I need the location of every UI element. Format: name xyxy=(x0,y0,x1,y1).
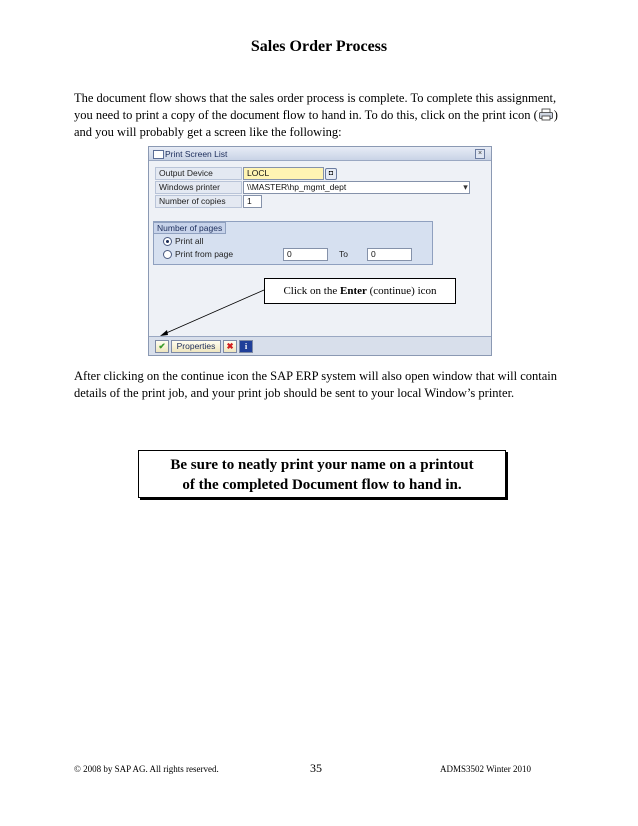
intro-line-1: The document flow shows that the sales order process is complete. To complete this assignment, xyxy=(74,91,557,105)
windows-printer-field[interactable]: \\MASTER\hp_mgmt_dept xyxy=(243,181,470,194)
reminder-line-2: of the completed Document flow to hand in. xyxy=(182,477,462,493)
number-of-pages-title: Number of pages xyxy=(153,222,226,234)
footer-copyright: © 2008 by SAP AG. All rights reserved. xyxy=(74,764,219,774)
search-help-icon[interactable]: ◘ xyxy=(325,168,337,180)
after-line-1: After clicking on the continue icon the SAP ERP system will also open window that will contain xyxy=(74,369,558,383)
callout-suffix: (continue) icon xyxy=(366,285,437,297)
output-device-label: Output Device xyxy=(155,167,242,180)
print-from-label: Print from page xyxy=(175,249,234,259)
to-label: To xyxy=(339,249,348,259)
dialog-title: Print Screen List xyxy=(165,149,228,159)
properties-button[interactable]: Properties xyxy=(171,340,221,353)
reminder-box xyxy=(138,450,506,498)
page-title: Sales Order Process xyxy=(250,38,388,55)
copies-label: Number of copies xyxy=(155,195,242,208)
from-page-field[interactable]: 0 xyxy=(283,248,328,261)
info-icon[interactable]: i xyxy=(239,340,253,353)
callout-prefix: Click on the xyxy=(283,285,340,297)
windows-printer-label: Windows printer xyxy=(155,181,242,194)
enter-callout xyxy=(264,278,456,304)
reminder-line-1: Be sure to neatly print your name on a printout xyxy=(170,457,474,473)
cancel-icon[interactable]: ✖ xyxy=(223,340,237,353)
to-page-field[interactable]: 0 xyxy=(367,248,412,261)
intro-line-2-end: ) xyxy=(553,108,558,122)
after-line-2: details of the print job, and your print job should be sent to your local Window’s printer. xyxy=(74,386,515,400)
chevron-down-icon[interactable]: ▾ xyxy=(463,182,468,192)
output-device-field[interactable]: LOCL xyxy=(243,167,324,180)
intro-line-2-text: you need to print a copy of the document flow to hand in. To do this, click on the print icon ( xyxy=(74,108,538,122)
callout-bold: Enter xyxy=(339,285,367,297)
enter-continue-button[interactable]: ✔ xyxy=(155,340,169,353)
intro-line-3: and you will probably get a screen like the following: xyxy=(74,125,342,139)
close-icon[interactable]: × xyxy=(475,149,485,159)
footer-course: ADMS3502 Winter 2010 xyxy=(440,764,531,774)
after-paragraph xyxy=(74,368,574,402)
copies-field[interactable]: 1 xyxy=(243,195,262,208)
print-all-label: Print all xyxy=(175,236,204,246)
footer-page-number: 35 xyxy=(310,761,322,775)
